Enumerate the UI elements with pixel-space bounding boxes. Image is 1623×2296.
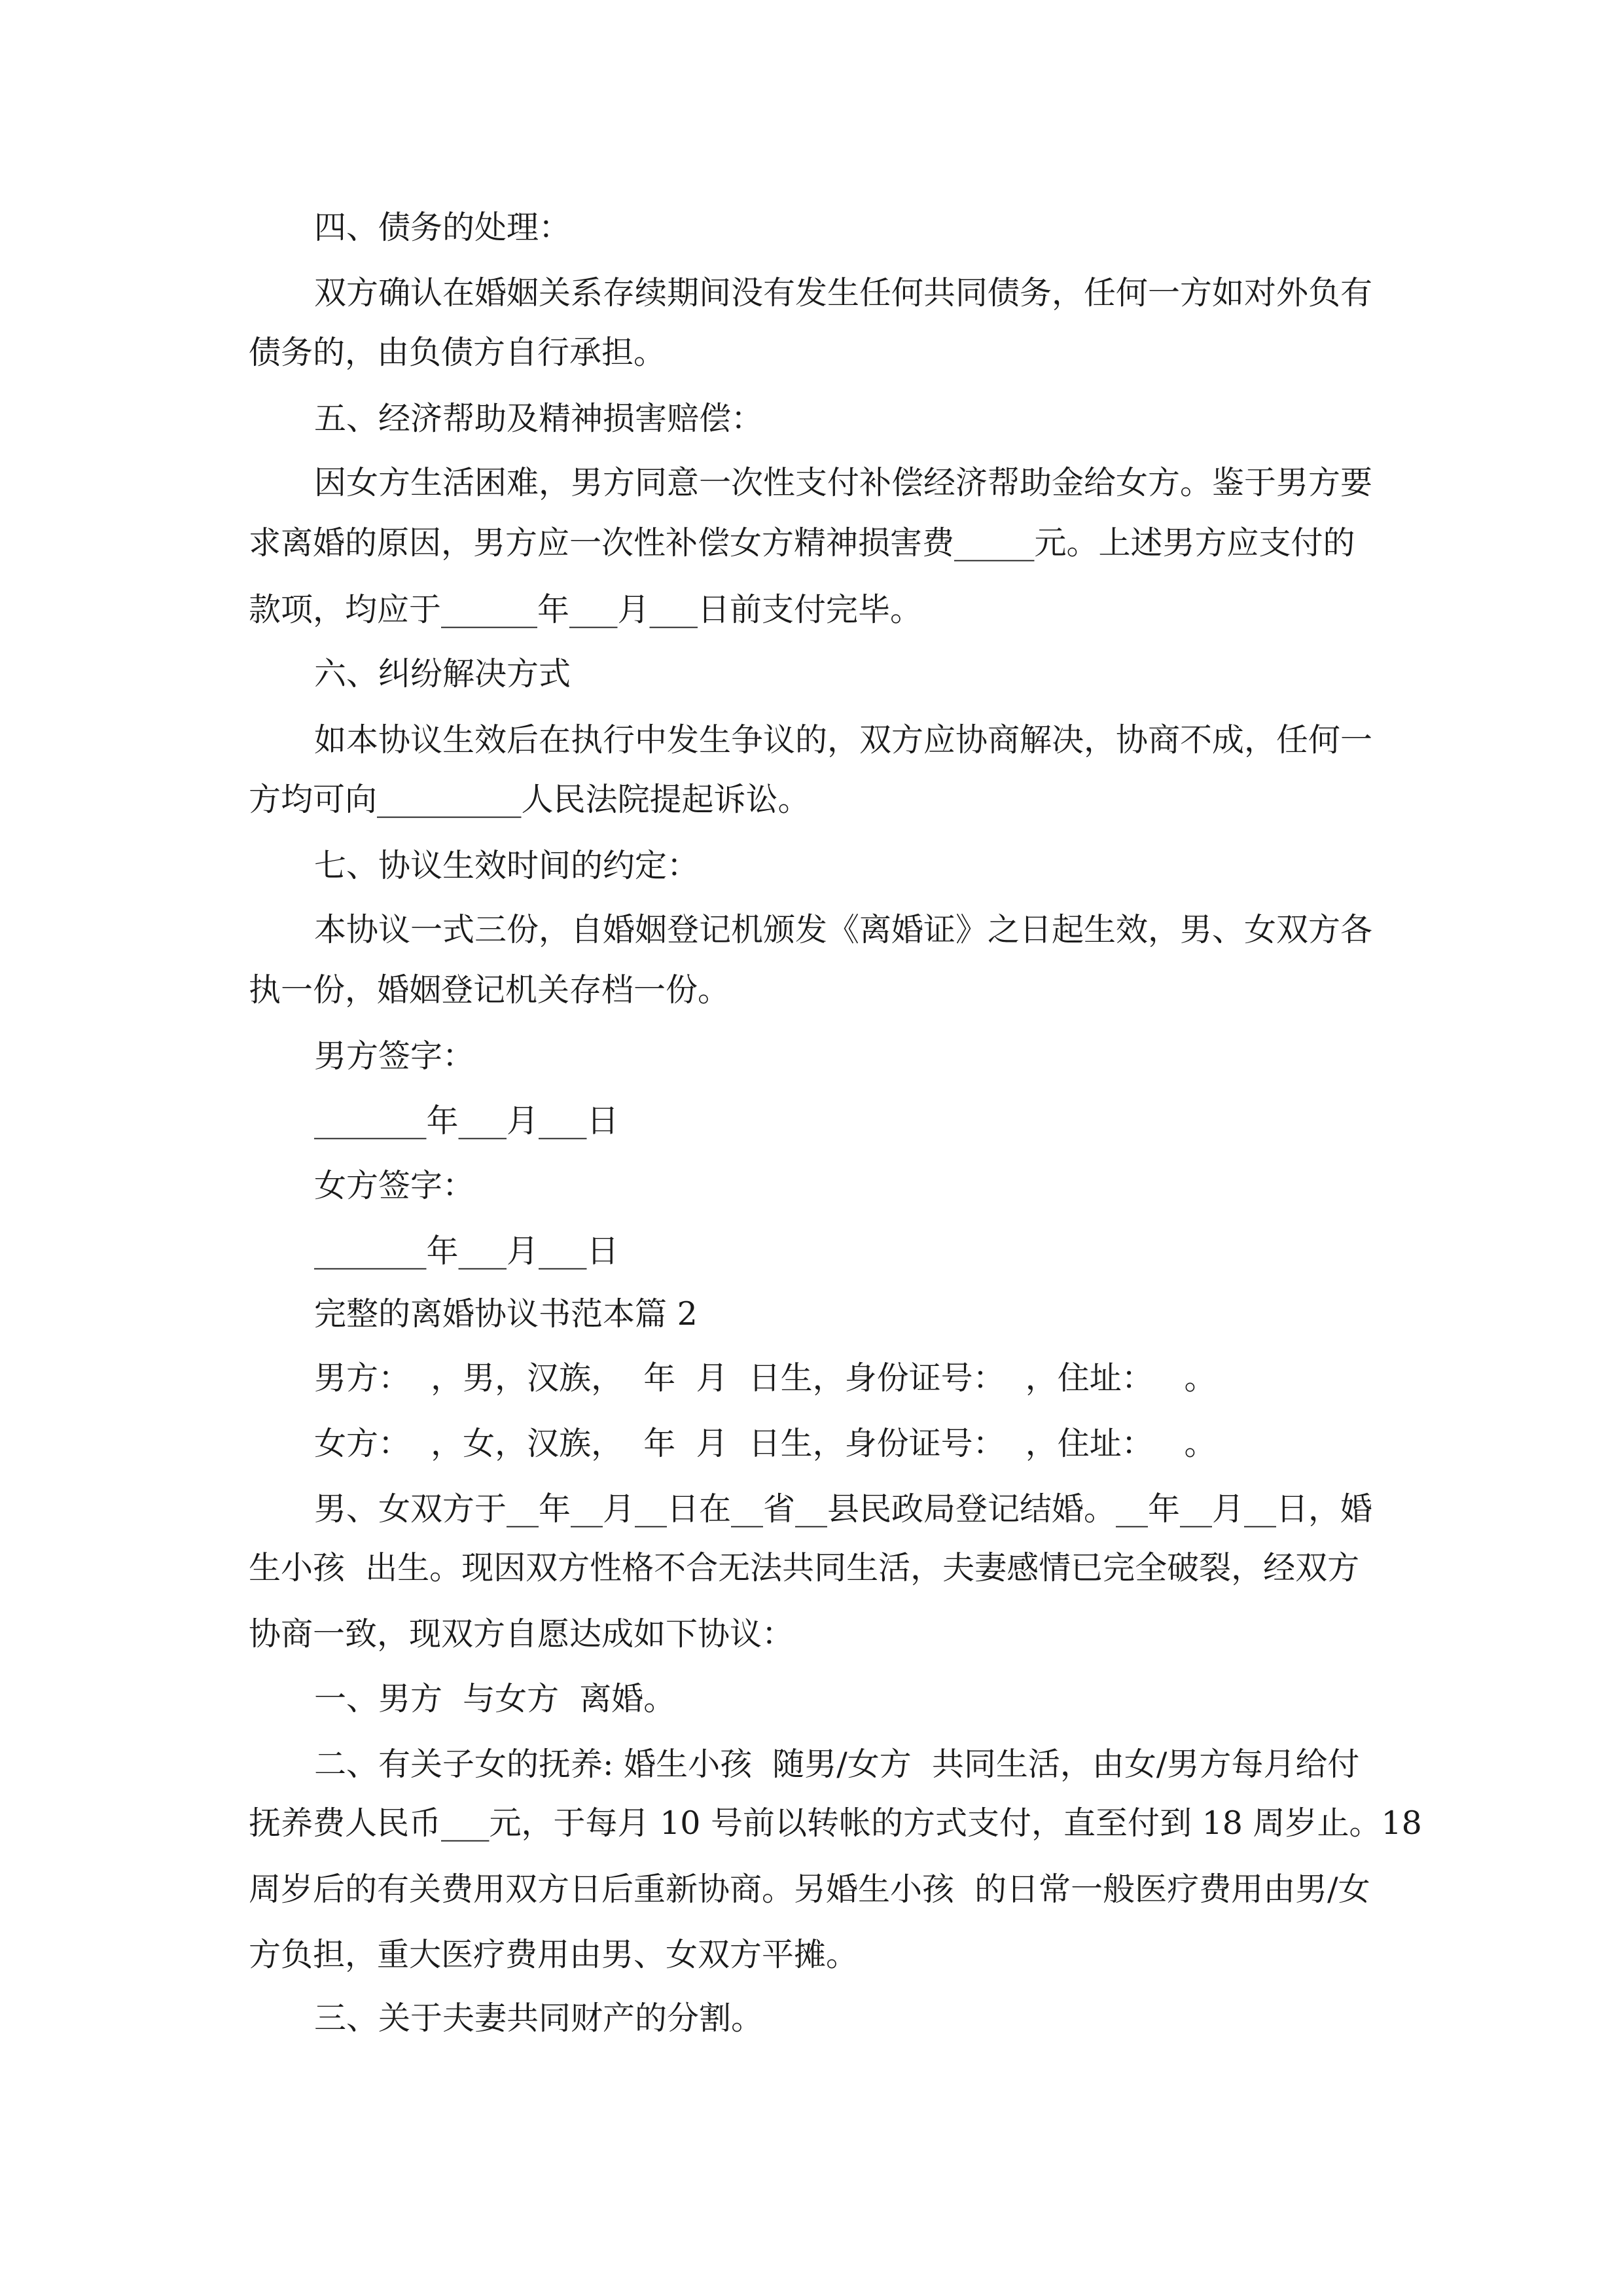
paragraph-marriage-line-1: 男、女双方于__年__月__日在__省__县民政局登记结婚。__年__月__日，婚: [314, 1490, 1373, 1528]
paragraph-compensation-line-2: 求离婚的原因，男方应一次性补偿女方精神损害费_____元。上述男方应支付的: [249, 524, 1355, 562]
clause-two-line-1: 二、有关子女的抚养: 婚生小孩 随男/女方 共同生活，由女/男方每月给付: [314, 1746, 1360, 1783]
paragraph-marriage-line-3: 协商一致，现双方自愿达成如下协议：: [249, 1615, 794, 1653]
clause-two-line-3: 周岁后的有关费用双方日后重新协商。另婚生小孩 的日常一般医疗费用由男/女: [249, 1871, 1370, 1908]
paragraph-effect-line-2: 执一份，婚姻登记机关存档一份。: [249, 971, 730, 1009]
female-party-info: 女方： ，女，汉族， 年 月 日生，身份证号： ，住址： 。: [314, 1425, 1217, 1462]
section-seven-heading: 七、协议生效时间的约定：: [314, 847, 700, 884]
paragraph-debt-line-1: 双方确认在婚姻关系存续期间没有发生任何共同债务，任何一方如对外负有: [314, 274, 1373, 312]
template-two-title: 完整的离婚协议书范本篇 2: [314, 1295, 698, 1333]
clause-one-divorce: 一、男方 与女方 离婚。: [314, 1680, 676, 1717]
section-five-heading: 五、经济帮助及精神损害赔偿：: [314, 400, 764, 437]
section-four-heading: 四、债务的处理：: [314, 209, 571, 246]
paragraph-debt-line-2: 债务的，由负债方自行承担。: [249, 334, 666, 371]
paragraph-marriage-line-2: 生小孩 出生。现因双方性格不合无法共同生活，夫妻感情已完全破裂，经双方: [249, 1549, 1360, 1587]
male-signature-date: _______年___月___日: [314, 1102, 619, 1139]
clause-three-heading: 三、关于夫妻共同财产的分割。: [314, 2000, 764, 2037]
section-six-heading: 六、纠纷解决方式: [314, 655, 571, 692]
male-party-info: 男方： ，男，汉族， 年 月 日生，身份证号： ，住址： 。: [314, 1359, 1217, 1397]
paragraph-compensation-line-3: 款项，均应于______年___月___日前支付完毕。: [249, 591, 923, 628]
paragraph-dispute-line-2: 方均可向_________人民法院提起诉讼。: [249, 781, 810, 818]
paragraph-compensation-line-1: 因女方生活困难，男方同意一次性支付补偿经济帮助金给女方。鉴于男方要: [314, 464, 1373, 501]
paragraph-dispute-line-1: 如本协议生效后在执行中发生争议的，双方应协商解决，协商不成，任何一: [314, 721, 1373, 759]
female-signature-label: 女方签字：: [314, 1167, 475, 1204]
female-signature-date: _______年___月___日: [314, 1232, 619, 1270]
clause-two-line-4: 方负担，重大医疗费用由男、女双方平摊。: [249, 1936, 859, 1973]
paragraph-effect-line-1: 本协议一式三份，自婚姻登记机颁发《离婚证》之日起生效，男、女双方各: [314, 911, 1373, 948]
clause-two-line-2: 抚养费人民币___元，于每月 10 号前以转帐的方式支付，直至付到 18 周岁止。18: [249, 1804, 1422, 1842]
male-signature-label: 男方签字：: [314, 1037, 475, 1075]
